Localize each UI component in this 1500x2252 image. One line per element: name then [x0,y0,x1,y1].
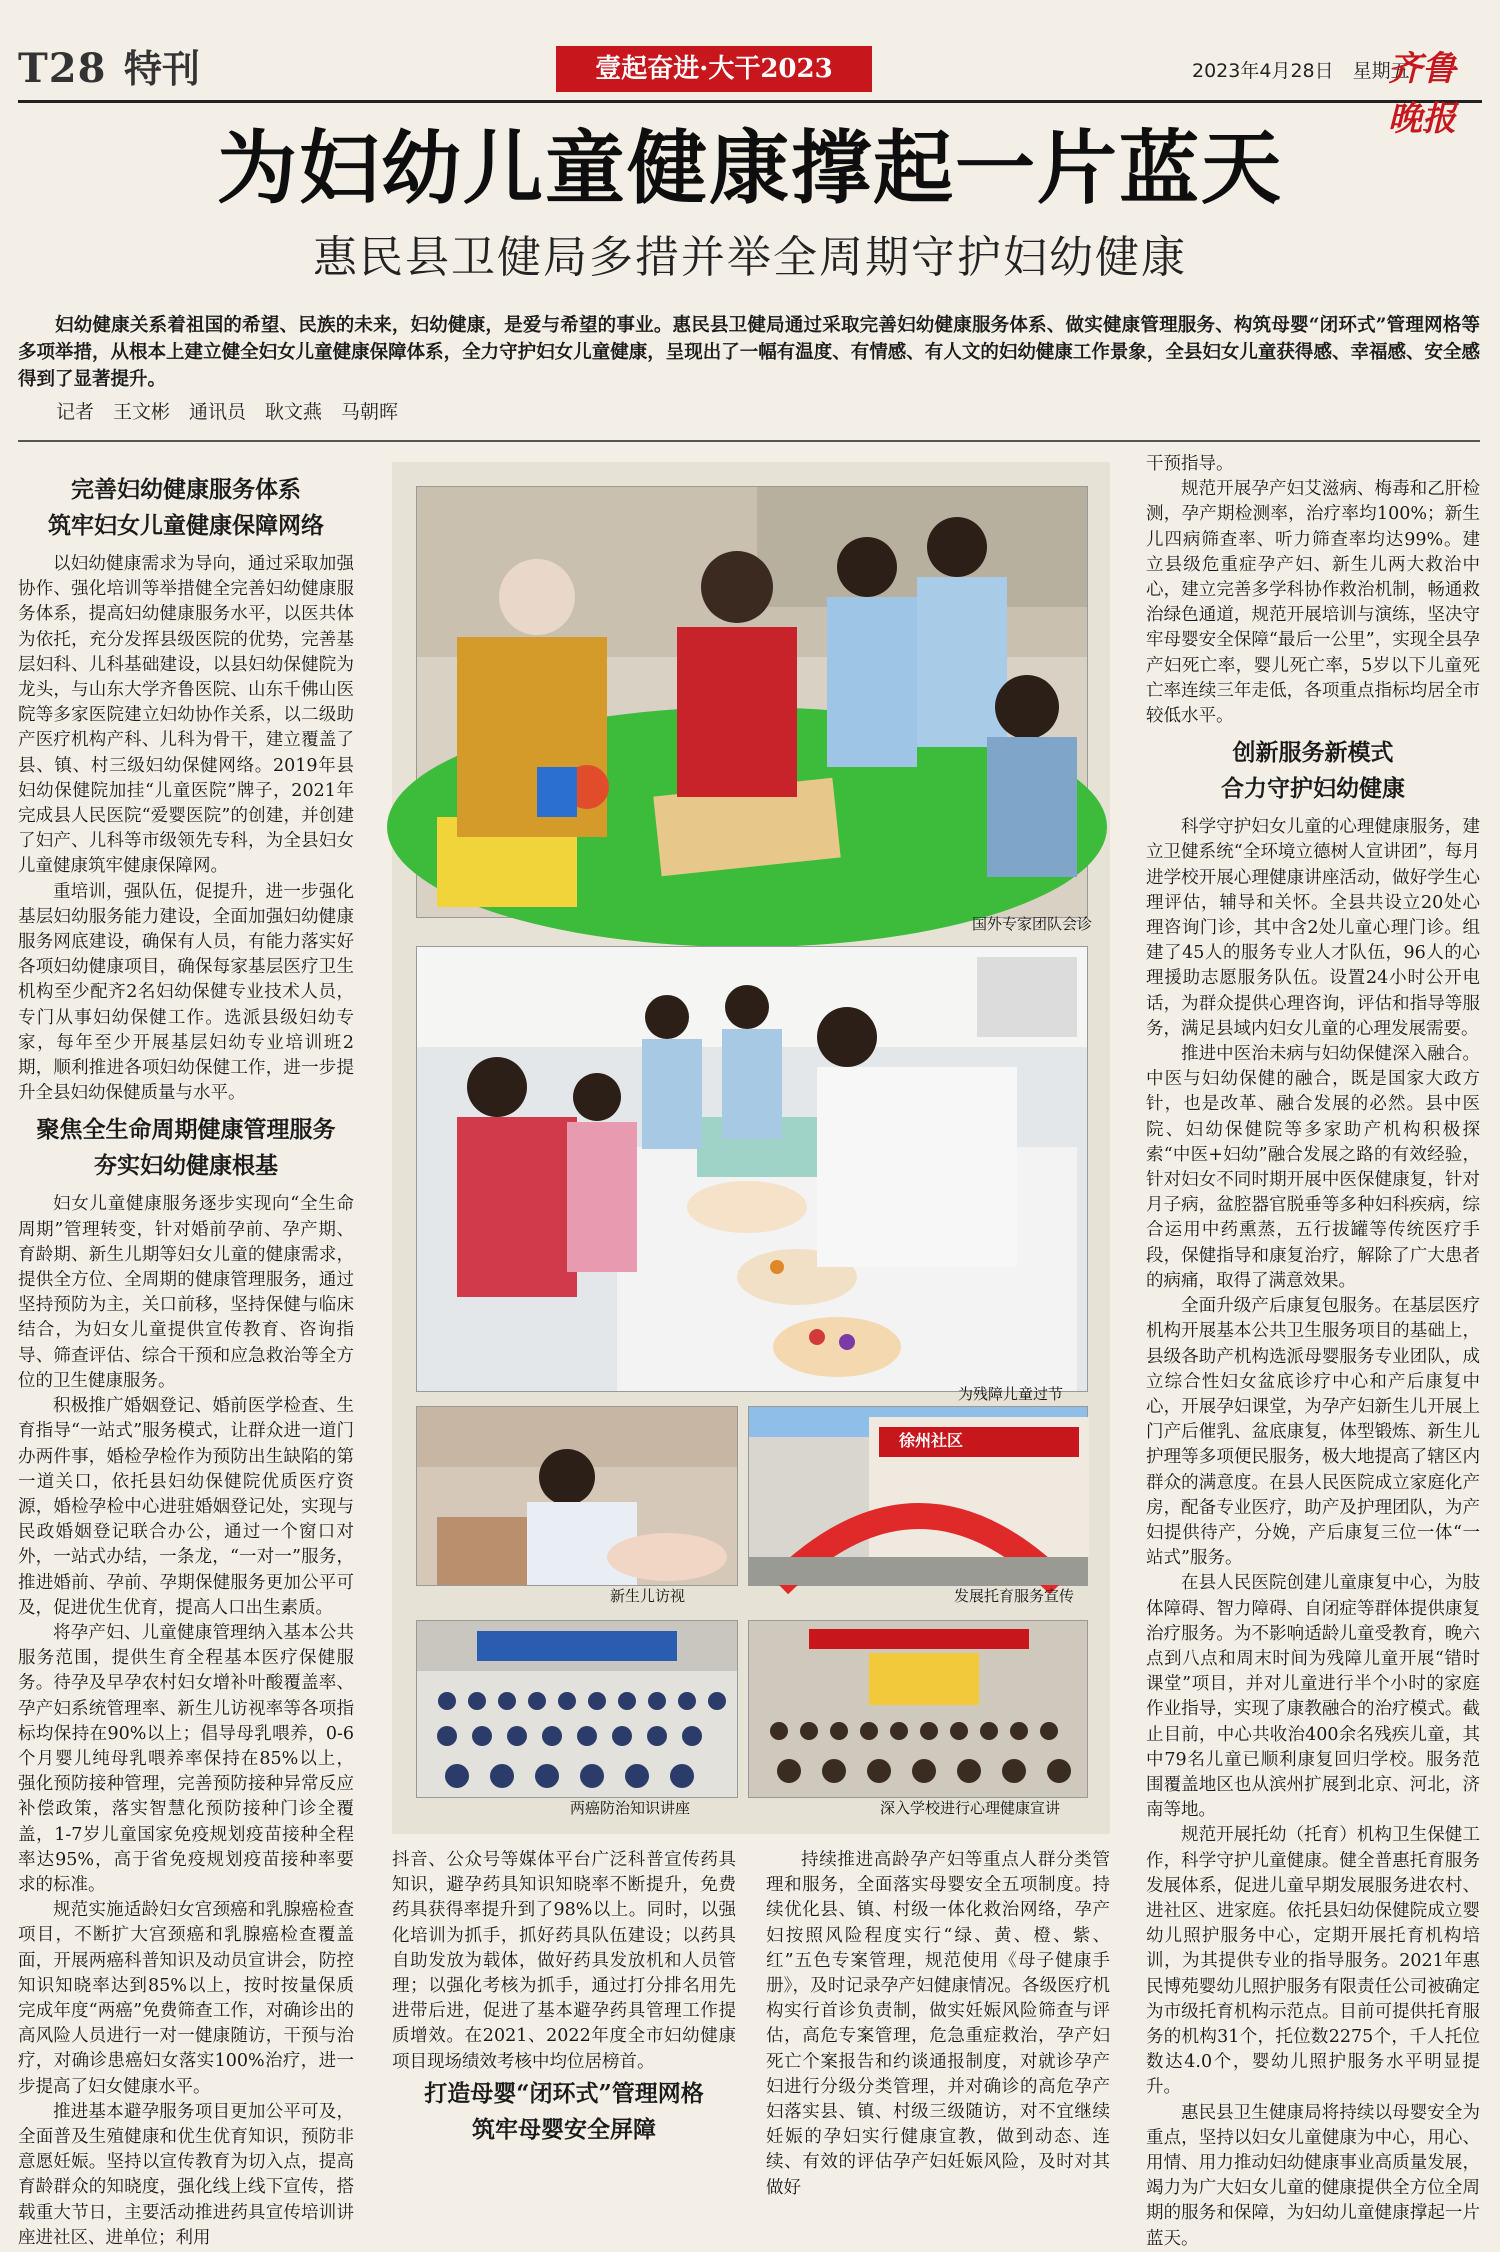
section-heading [18,472,354,544]
photo-image [417,1407,737,1585]
paragraph: 干预指导。 [1146,454,1234,474]
page-header [18,44,1482,139]
heading-line: 创新服务新模式 [1232,739,1394,767]
slogan-banner: 壹起奋进·大干2023 [556,46,872,92]
article-column-3 [766,1848,1110,2203]
lead-paragraph: 妇幼健康关系着祖国的希望、民族的未来，妇幼健康，是爱与希望的事业。惠民县卫健局通过采取完善妇幼健康服务体系、做实健康管理服务、构筑母婴“闭环式”管理网格等多项举措，从根本上建立健全妇女儿童健康保障体系，全力守护妇女儿童健康，呈现出了一幅有温度、有情感、有人文的妇幼健康工作景象，全县妇女儿童获得感、幸福感、安全感得到了显著提升。 [18,315,1480,390]
photo-cancer-lecture [416,1620,738,1798]
photo-children-party [416,946,1088,1392]
heading-line: 夯实妇幼健康根基 [94,1152,278,1180]
photo-image [417,947,1087,1391]
paragraph: 规范实施适龄妇女宫颈癌和乳腺癌检查项目，不断扩大宫颈癌和乳腺癌检查覆盖面，开展两癌科普知识及动员宣讲会，防控知识知晓率达到85%以上，按时按量保质完成年度“两癌”免费筛查工作，对确诊出的高风险人员进行一对一健康随访，干预与治疗，对确诊患癌妇女落实100%治疗，进一步提高了妇女健康水平。 [18,1900,354,2097]
page-number: T28 [18,45,107,92]
paragraph: 重培训，强队伍，促提升，进一步强化基层妇幼服务能力建设，全面加强妇幼健康服务网底建设，确保有人员，有能力落实好各项妇幼健康项目，确保每家基层医疗卫生机构至少配齐2名妇幼保健专业技术人员，专门从事妇幼保健工作。选派县级妇幼专家，每年至少开展基层妇幼专业培训班2期，顺利推进各项妇幼保健工作，进一步提升全县妇幼保健质量与水平。 [18,881,354,1104]
photo-image [417,1621,737,1797]
paragraph: 科学守护妇女儿童的心理健康服务，建立卫健系统“全环境立德树人宣讲团”，每月进学校开展心理健康讲座活动，做好学生心理评估，辅导和关怀。全县共设立20处心理咨询门诊，其中含2处儿童心理门诊。组建了45人的服务专业人才队伍，96人的心理援助志愿服务队伍。设置24小时公开电话，为群众提供心理咨询，评估和指导等服务，满足县域内妇女儿童的心理发展需要。 [1146,817,1480,1039]
photo-caption: 国外专家团队会诊 [972,915,1093,933]
paragraph: 在县人民医院创建儿童康复中心，为肢体障碍、智力障碍、自闭症等群体提供康复治疗服务。为不影响适龄儿童受教育，晚六点到八点和周末时间为残障儿童开展“错时课堂”项目，并对儿童进行半个小时的家庭作业指导，实现了康教融合的治疗模式。截止目前，中心共收治400余名残疾儿童，其中79名儿童已顺利康复回归学校。服务范围覆盖地区也从滨州扩展到北京、河北，济南等地。 [1146,1573,1480,1821]
heading-line: 筑牢母婴安全屏障 [472,2116,656,2143]
paragraph: 推进中医治未病与妇幼保健深入融合。中医与妇幼保健的融合，既是国家大政方针，也是改革、融合发展的必然。县中医院、妇幼保健院等多家助产机构积极探索“中医+妇幼”融合发展之路的有效经验，针对妇女不同时期开展中医保健康复，针对月子病，盆腔器官脱垂等多种妇科疾病，综合运用中药熏蒸，五行拔罐等传统医疗手段，保健指导和康复治疗，解除了广大患者的病痛，取得了满意效果。 [1146,1044,1480,1291]
article-column-1 [18,466,354,2248]
photo-image [417,487,1087,917]
divider [18,440,1480,442]
article-column-4 [1146,452,1480,2249]
paragraph: 规范开展孕产妇艾滋病、梅毒和乙肝检测，孕产期检测率，治疗率均100%；新生儿四病筛查率、听力筛查率均达99%。建立县级危重症孕产妇、新生儿两大救治中心，建立完善多学科协作救治机制，畅通救治绿色通道，规范开展培训与演练，坚决守牢母婴安全保障“最后一公里”，实现全县孕产妇死亡率，婴儿死亡率，5岁以下儿童死亡率连续三年走低，各项重点指标均居全市较低水平。 [1146,479,1480,727]
paragraph: 惠民县卫生健康局将持续以母婴安全为重点，坚持以妇女儿童健康为中心，用心、用情、用力推动妇幼健康事业高质量发展，竭力为广大妇女儿童的健康提供全方位全周期的服务和保障，为妇幼儿童健康撑起一片蓝天。 [1146,2102,1480,2249]
photo-childcare-promotion [748,1406,1088,1586]
issue-date: 2023年4月28日 星期五 [1192,60,1410,82]
article-column-2 [392,1848,736,2072]
page-subtitle: 惠民县卫健局多措并举全周期守护妇幼健康 [313,232,1187,283]
section-name: 特刊 [124,46,201,91]
photo-collage [392,462,1110,1834]
photo-caption: 新生儿访视 [610,1587,686,1605]
paragraph: 妇女儿童健康服务逐步实现向“全生命周期”管理转变，针对婚前孕前、孕产期、育龄期、新生儿期等妇女儿童的健康需求，提供全方位、全周期的健康管理服务，通过坚持预防为主，关口前移，坚持保健与临床结合，为妇女儿童提供宣传教育、咨询指导、筛查评估、综合干预和应急救治等全方位的卫生健康服务。 [18,1194,354,1391]
section-heading [1146,735,1480,807]
paragraph: 抖音、公众号等媒体平台广泛科普宣传药具知识，避孕药具知识知晓率不断提升，免费药具获得率提升到了98%以上。同时，以强化培训为抓手，抓好药具队伍建设；以药具自助发放为载体，做好药具发放机和人员管理；以强化考核为抓手，通过打分排名用先进带后进，促进了基本避孕药具管理工作提质增效。在2021、2022年度全市妇幼健康项目现场绩效考核中均位居榜首。 [392,1850,736,2072]
sign-text: 徐州社区 [899,1431,964,1450]
newspaper-logo: 齐鲁晚报 [1388,49,1456,139]
heading-line: 完善妇幼健康服务体系 [71,476,301,503]
heading-line: 合力守护妇幼健康 [1221,775,1405,803]
photo-caption: 两癌防治知识讲座 [570,1799,691,1817]
photo-newborn-visit [416,1406,738,1586]
paragraph: 以妇幼健康需求为导向，通过采取加强协作、强化培训等举措健全完善妇幼健康服务体系，提高妇幼健康服务水平，以医共体为依托，充分发挥县级医院的优势，完善基层妇科、儿科基础建设，以县妇幼保健院为龙头，与山东大学齐鲁医院、山东千佛山医院等多家医院建立妇幼协作关系，以二级助产医疗机构产科、儿科为骨干，建立覆盖了县、镇、村三级妇幼保健网络。2019年县妇幼保健院加挂“儿童医院”牌子，2021年完成县人民医院“爱婴医院”的创建，并创建了妇产、儿科等市级领先专科，为全县妇女儿童健康筑牢健康保障网。 [18,554,354,877]
photo-caption: 为残障儿童过节 [958,1385,1064,1403]
page-title: 为妇幼儿童健康撑起一片蓝天 [217,121,1283,215]
byline: 记者 王文彬 通讯员 耿文燕 马朝晖 [56,401,399,423]
photo-caption: 发展托育服务宣传 [954,1587,1075,1605]
photo-caption: 深入学校进行心理健康宣讲 [880,1799,1061,1817]
section-heading [392,2076,736,2148]
paragraph: 将孕产妇、儿童健康管理纳入基本公共服务范围，提供生育全程基本医疗保健服务。待孕及早孕农村妇女增补叶酸覆盖率、孕产妇系统管理率、新生儿访视率等各项指标均保持在90%以上；倡导母乳喂养，0-6个月婴儿纯母乳喂养率保持在85%以上，强化预防接种管理，完善预防接种异常反应补偿政策，落实智慧化预防接种门诊全覆盖，1-7岁儿童国家免疫规划疫苗接种全程率达95%，高于省免疫规划疫苗接种率要求的标准。 [18,1622,354,1895]
paragraph: 持续推进高龄孕产妇等重点人群分类管理和服务，全面落实母婴安全五项制度。持续优化县、镇、村级一体化救治网络，孕产妇按照风险程度实行“绿、黄、橙、紫、红”五色专案管理，规范使用《母子健康手册》，及时记录孕产妇健康情况。各级医疗机构实行首诊负责制，做实妊娠风险筛查与评估，高危专案管理，危急重症救治，孕产妇死亡个案报告和约谈通报制度，对就诊孕产妇进行分级分类管理，并对确诊的高危孕产妇落实县、镇、村级三级随访，对不宜继续妊娠的孕妇实行健康宣教，做到动态、连续、有效的评估孕产妇妊娠风险，及时对其做好 [766,1850,1110,2198]
photo-school-lecture [748,1620,1088,1798]
heading-line: 筑牢妇女儿童健康保障网络 [48,512,324,539]
paragraph: 规范开展托幼（托育）机构卫生保健工作，科学守护儿童健康。健全普惠托育服务发展体系，促进儿童早期发展服务进农村、进社区、进家庭。依托县妇幼保健院成立婴幼儿照护服务中心，定期开展托育机构培训，为其提供专业的指导服务。2021年惠民博苑婴幼儿照护服务有限责任公司被确定为市级托育机构示范点。目前可提供托育服务的机构31个，托位数2275个，千人托位数达4.0个，婴幼儿照护服务水平明显提升。 [1146,1825,1480,2098]
photo-expert-consultation [416,486,1088,918]
photo-image [749,1621,1087,1797]
heading-line: 聚焦全生命周期健康管理服务 [36,1116,336,1144]
paragraph: 推进基本避孕服务项目更加公平可及，全面普及生殖健康和优生优育知识，预防非意愿妊娠。坚持以宣传教育为切入点，提高育龄群众的知晓度，强化线上线下宣传，搭载重大节日，主要活动推进药具宣传培训讲座进社区、进单位；利用 [18,2101,354,2248]
paragraph: 全面升级产后康复包服务。在基层医疗机构开展基本公共卫生服务项目的基础上，县级各助产机构选派母婴服务专业团队，成立综合性妇女盆底诊疗中心和产后康复中心，开展孕妇课堂，为孕产妇新生儿开展上门产后催乳、盆底康复，体型锻炼、新生儿护理等多项便民服务，极大地提高了辖区内群众的满意度。在县人民医院成立家庭化产房，配备专业医疗，助产及护理团队，为产妇提供待产，分娩，产后康复三位一体“一站式”服务。 [1146,1296,1480,1569]
paragraph: 积极推广婚姻登记、婚前医学检查、生育指导“一站式”服务模式，让群众进一道门办两件事，婚检孕检作为预防出生缺陷的第一道关口，依托县妇幼保健院优质医疗资源，婚检孕检中心进驻婚姻登记处，实现与民政婚姻登记联合办公，通过一个窗口对外，一站式办结，一条龙，“一对一”服务，推进婚前、孕前、孕期保健服务更加公平可及，促进优生优育，提高人口出生素质。 [18,1396,354,1618]
heading-line: 打造母婴“闭环式”管理网格 [424,2080,704,2107]
section-heading [18,1112,354,1184]
